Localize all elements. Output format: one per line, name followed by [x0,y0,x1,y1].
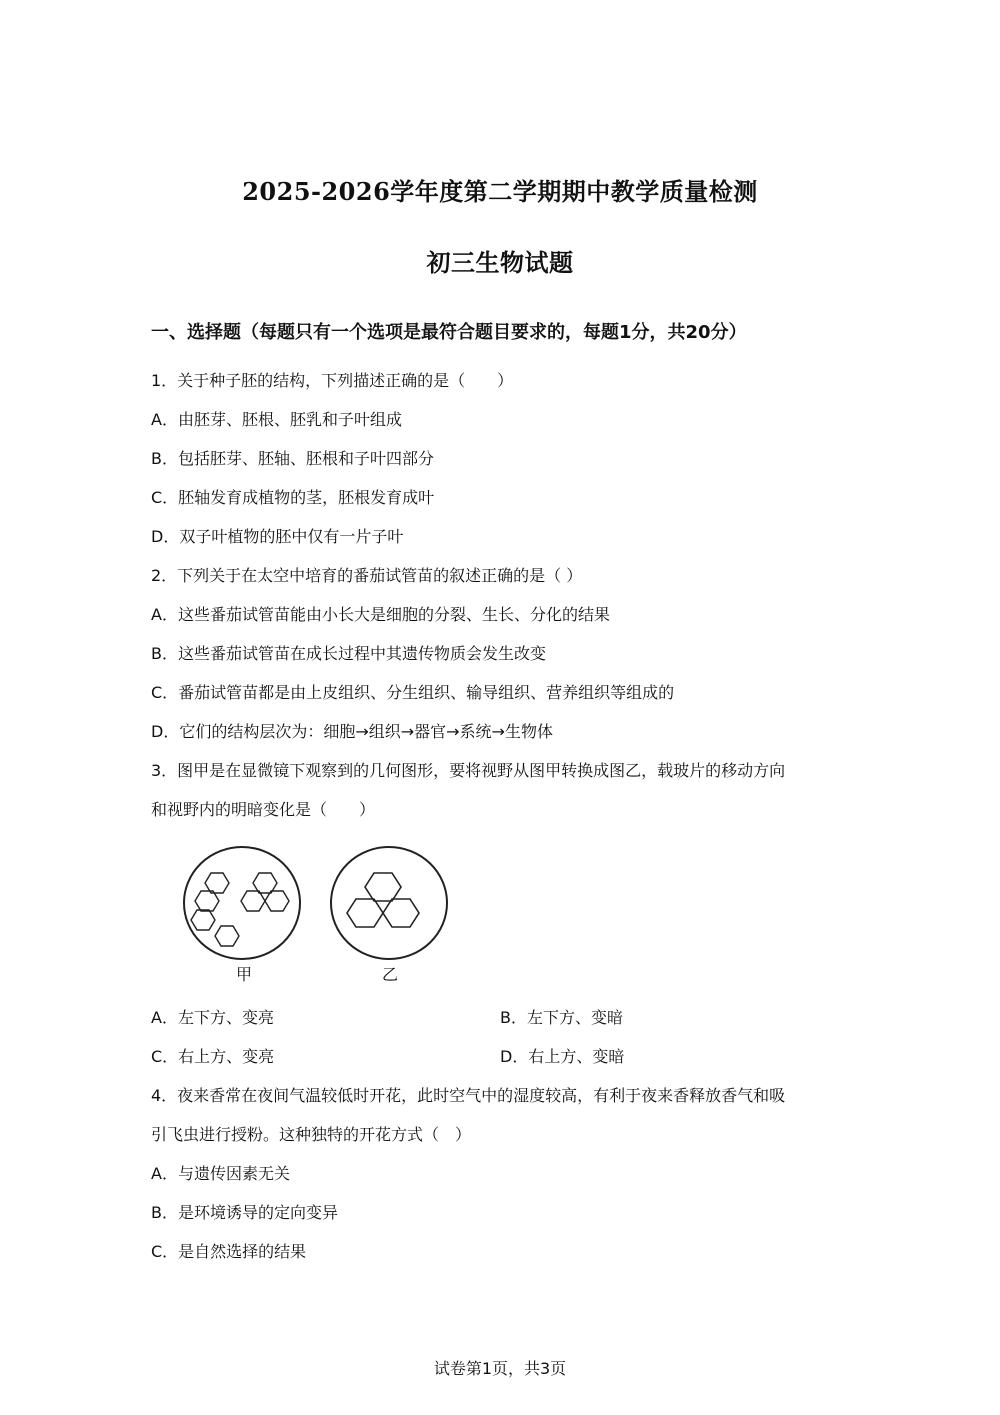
question-2-option-c: C．番茄试管苗都是由上皮组织、分生组织、输导组织、营养组织等组成的 [151,683,675,702]
section-heading: 一、选择题（每题只有一个选项是最符合题目要求的，每题1分，共20分） [151,322,747,343]
question-4-option-a: A．与遗传因素无关 [151,1164,290,1183]
figure-label-yi: 乙 [382,965,399,984]
question-1-option-d: D．双子叶植物的胚中仅有一片子叶 [151,527,404,546]
question-2-stem: 2．下列关于在太空中培育的番茄试管苗的叙述正确的是（ ） [151,566,583,585]
question-2-option-b: B．这些番茄试管苗在成长过程中其遗传物质会发生改变 [151,644,546,663]
question-3-option-c: C．右上方、变亮 [151,1047,275,1066]
question-1-stem: 1．关于种子胚的结构，下列描述正确的是（ ） [151,371,514,390]
microscope-view-yi [327,845,451,961]
microscope-view-jia [180,845,304,961]
question-2-option-a: A．这些番茄试管苗能由小长大是细胞的分裂、生长、分化的结果 [151,605,610,624]
question-3-option-b: B．左下方、变暗 [500,1008,623,1027]
question-4-stem-line1: 4．夜来香常在夜间气温较低时开花，此时空气中的湿度较高，有利于夜来香释放香气和吸 [151,1086,786,1105]
question-1-option-a: A．由胚芽、胚根、胚乳和子叶组成 [151,410,402,429]
question-2-option-d: D．它们的结构层次为：细胞→组织→器官→系统→生物体 [151,722,553,741]
exam-title: 2025-2026学年度第二学期期中教学质量检测 [242,177,758,206]
question-3-option-d: D．右上方、变暗 [500,1047,625,1066]
page-footer: 试卷第1页，共3页 [433,1359,567,1378]
question-4-option-c: C．是自然选择的结果 [151,1242,307,1261]
question-3-stem-line1: 3．图甲是在显微镜下观察到的几何图形，要将视野从图甲转换成图乙，载玻片的移动方向 [151,761,786,780]
question-1-option-b: B．包括胚芽、胚轴、胚根和子叶四部分 [151,449,434,468]
question-4-stem-line2: 引飞虫进行授粉。这种独特的开花方式（ ） [151,1125,472,1144]
question-3-option-a: A．左下方、变亮 [151,1008,274,1027]
exam-subtitle: 初三生物试题 [426,248,574,277]
figure-label-jia: 甲 [236,965,253,984]
question-1-option-c: C．胚轴发育成植物的茎，胚根发育成叶 [151,488,435,507]
question-4-option-b: B．是环境诱导的定向变异 [151,1203,338,1222]
question-3-stem-line2: 和视野内的明暗变化是（ ） [151,800,376,819]
